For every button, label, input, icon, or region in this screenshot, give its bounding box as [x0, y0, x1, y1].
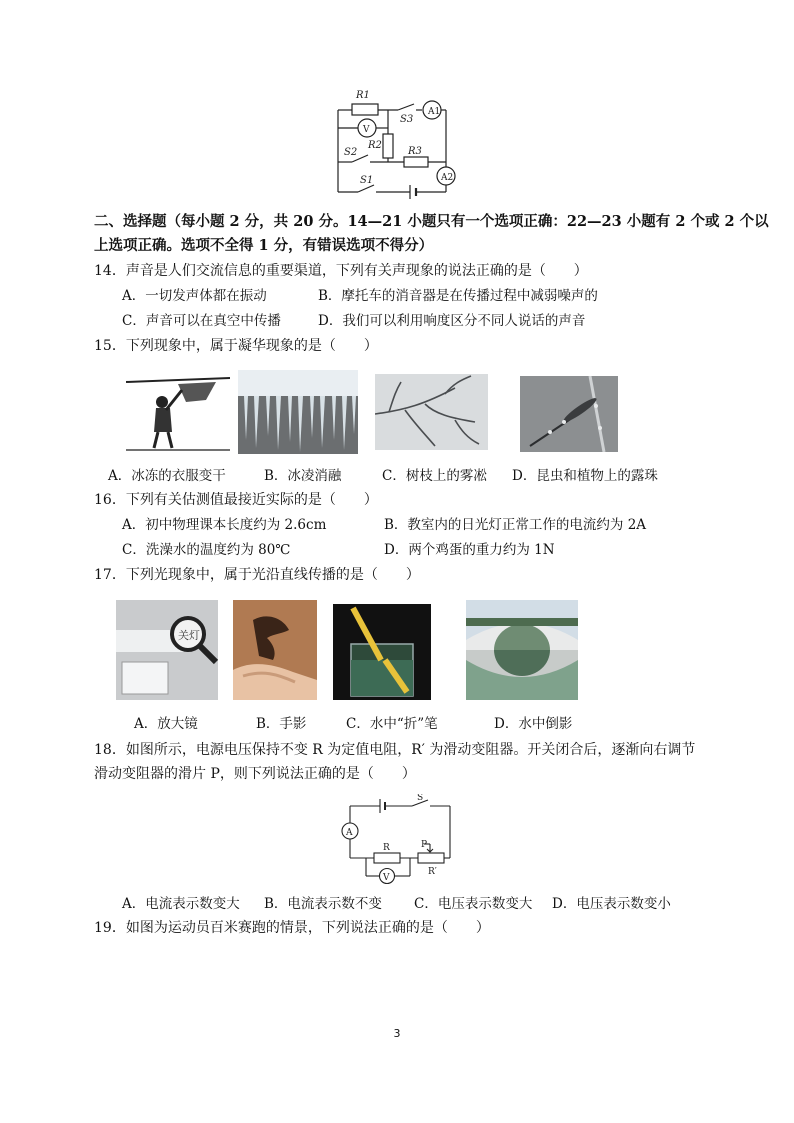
q18-option-b: B．电流表示数不变 [264, 896, 382, 912]
q18-stem-line2: 滑动变阻器的滑片 P，则下列说法正确的是（ ） [94, 766, 416, 782]
q15-option-a: A．冰冻的衣服变干 [108, 468, 226, 484]
voltmeter-v-label: V [383, 873, 390, 883]
slider-p-label: P [421, 840, 428, 850]
q16-option-c: C．洗澡水的温度约为 80℃ [122, 542, 291, 558]
r2-label: R2 [368, 140, 382, 151]
q14-stem: 14．声音是人们交流信息的重要渠道，下列有关声现象的说法正确的是（ ） [94, 263, 588, 279]
icicles-image [238, 370, 358, 454]
s3-label: S3 [400, 114, 414, 125]
page-number: 3 [393, 1027, 401, 1040]
bent-pencil-image [333, 604, 431, 700]
q16-option-a: A．初中物理课本长度约为 2.6cm [122, 517, 327, 533]
q19-stem: 19．如图为运动员百米赛跑的情景，下列说法正确的是（ ） [94, 920, 490, 936]
q18-option-c: C．电压表示数变大 [414, 896, 533, 912]
q16-option-b: B．教室内的日光灯正常工作的电流约为 2A [384, 517, 647, 533]
resistor-r-label: R [383, 843, 390, 853]
s2-label: S2 [344, 147, 358, 158]
q14-option-c: C．声音可以在真空中传播 [122, 313, 281, 329]
sign-text: 关灯 [178, 629, 200, 642]
section-heading-line1: 二、选择题（每小题 2 分，共 20 分。14—21 小题只有一个选项正确：22—23 小题有 2 个或 2 个以 [94, 213, 769, 230]
circuit-diagram-1 [330, 82, 460, 202]
reflection-bridge-image [466, 600, 578, 700]
q15-option-b: B．冰凌消融 [264, 468, 342, 484]
switch-s-label: S [417, 794, 424, 803]
r3-label: R3 [408, 146, 422, 157]
dewdrops-insect-image [520, 376, 618, 452]
q17-option-c: C．水中“折”笔 [346, 716, 438, 732]
q14-option-d: D．我们可以利用响度区分不同人说话的声音 [318, 313, 586, 329]
rime-branches-image [375, 374, 488, 450]
q17-option-d: D．水中倒影 [494, 716, 573, 732]
rheostat-rp-label: R′ [428, 867, 437, 877]
q18-option-a: A．电流表示数变大 [122, 896, 240, 912]
q18-stem-line1: 18．如图所示，电源电压保持不变 R 为定值电阻，R′ 为滑动变阻器。开关闭合后，逐渐向右调节 [94, 742, 696, 758]
q18-option-d: D．电压表示数变小 [552, 896, 671, 912]
circuit-diagram-2 [338, 794, 458, 886]
r1-label: R1 [356, 90, 370, 101]
q17-option-a: A．放大镜 [134, 716, 198, 732]
a2-label: A2 [441, 173, 454, 183]
s1-label: S1 [360, 175, 374, 186]
magnifier-image [116, 600, 218, 700]
a1-label: A1 [428, 107, 441, 117]
hand-shadow-image [233, 600, 317, 700]
q16-stem: 16．下列有关估测值最接近实际的是（ ） [94, 492, 378, 508]
q15-option-d: D．昆虫和植物上的露珠 [512, 468, 658, 484]
q16-option-d: D．两个鸡蛋的重力约为 1N [384, 542, 555, 558]
q17-option-b: B．手影 [256, 716, 307, 732]
q17-stem: 17．下列光现象中，属于光沿直线传播的是（ ） [94, 567, 420, 583]
v-label: V [363, 125, 370, 135]
ammeter-a-label: A [346, 828, 353, 838]
q15-stem: 15．下列现象中，属于凝华现象的是（ ） [94, 338, 378, 354]
frozen-clothes-image [126, 374, 230, 454]
q14-option-b: B．摩托车的消音器是在传播过程中减弱噪声的 [318, 288, 598, 304]
q14-option-a: A．一切发声体都在振动 [122, 288, 267, 304]
section-heading-line2: 上选项正确。选项不全得 1 分，有错误选项不得分） [94, 237, 434, 254]
q15-option-c: C．树枝上的雾凇 [382, 468, 487, 484]
